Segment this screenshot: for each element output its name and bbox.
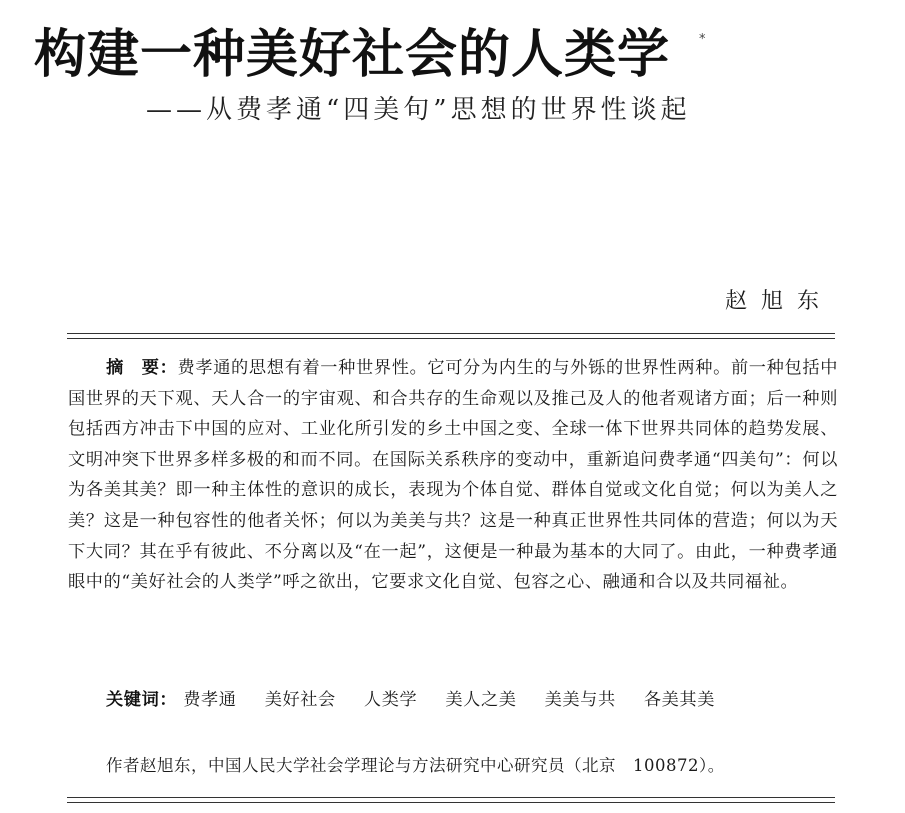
keyword-item: 美人之美 [445,690,517,710]
abstract-text: 费孝通的思想有着一种世界性。它可分为内生的与外铄的世界性两种。前一种包括中国世界的天下观、天人合一的宇宙观、和合共存的生命观以及推己及人的他者观诸方面；后一种则包括西方冲击下中国的应对、工业化所引发的乡土中国之变、全球一体下世界共同体的趋势发展、文明冲突下世界多样多极的和而不同。在国际关系秩序的变动中，重新追问费孝通“四美句”：何以为各美其美？即一种主体性的意识的成长，表现为个体自觉、群体自觉或文化自觉；何以为美人之美？这是一种包容性的他者关怀；何以为美美与共？这是一种真正世界性共同体的营造；何以为天下大同？其在乎有彼此、不分离以及“在一起”，这便是一种最为基本的大同了。由此，一种费孝通眼中的“美好社会的人类学”呼之欲出，它要求文化自觉、包容之心、融通和合以及共同福祉。 [68,358,838,593]
keywords-label: 关键词： [106,690,178,710]
keyword-item: 人类学 [363,690,418,710]
paper-subtitle: ——从费孝通“四美句”思想的世界性谈起 [146,95,691,125]
author-name: 赵旭东 [724,289,833,314]
abstract-label: 摘 要： [106,358,178,378]
top-double-rule [67,333,835,339]
keyword-item: 美美与共 [544,690,616,710]
bottom-double-rule [67,797,835,803]
keyword-item: 美好社会 [264,690,336,710]
keyword-item: 各美其美 [643,690,715,710]
abstract-block [68,353,838,598]
title-footnote-mark: * [699,32,706,47]
keyword-item: 费孝通 [183,690,237,710]
paper-title: 构建一种美好社会的人类学 [34,25,671,85]
author-affiliation: 作者赵旭东，中国人民大学社会学理论与方法研究中心研究员（北京 100872）。 [106,756,725,775]
keywords-line [106,685,737,715]
